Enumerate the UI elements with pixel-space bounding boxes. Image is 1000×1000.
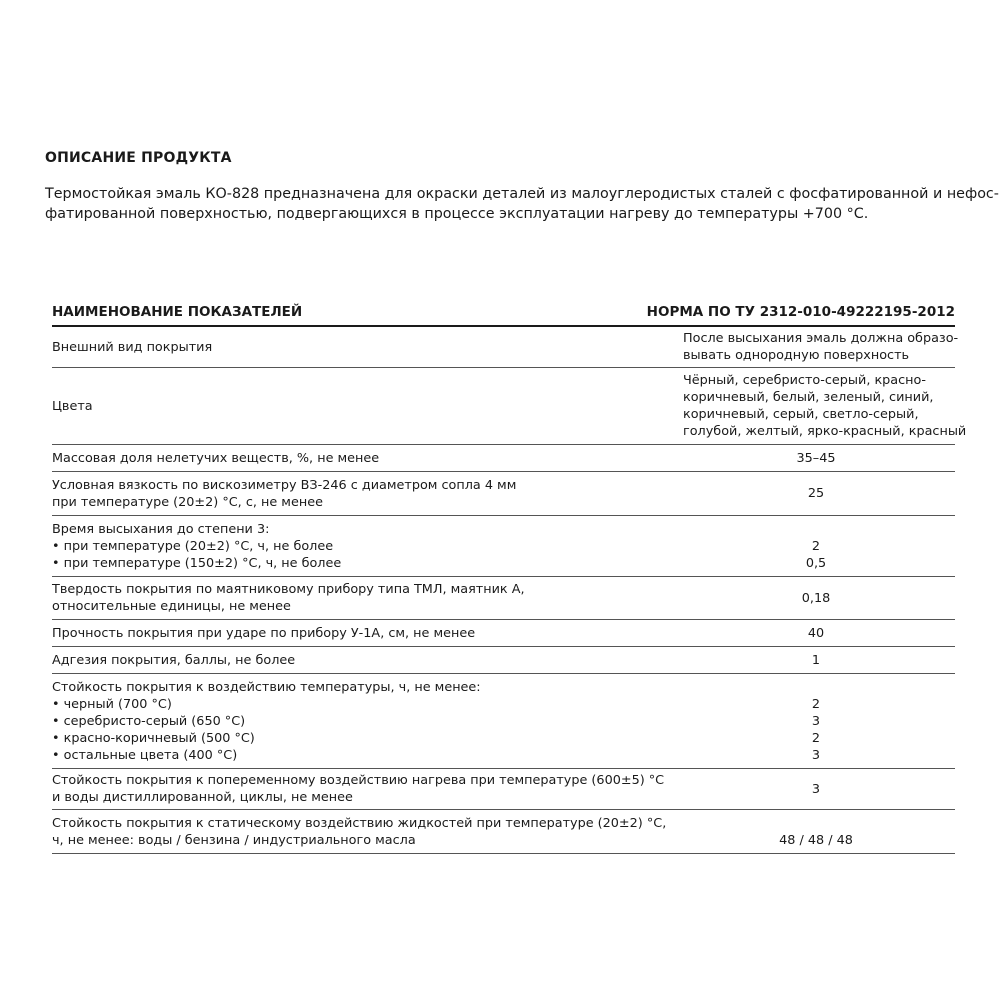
norm-line: 2	[811, 539, 821, 554]
norm-value	[677, 472, 955, 515]
indicator-line: ч, не менее: воды / бензина / индустриального масла	[52, 832, 416, 848]
norm-value	[677, 368, 967, 444]
indicator-line: • черный (700 °С)	[52, 696, 172, 712]
table-row	[52, 769, 955, 810]
header-indicator-name: НАИМЕНОВАНИЕ ПОКАЗАТЕЛЕЙ	[52, 304, 303, 320]
indicator-line: Адгезия покрытия, баллы, не более	[52, 652, 296, 668]
table-row	[52, 327, 959, 368]
table-row	[52, 647, 955, 674]
norm-line: 25	[807, 486, 825, 501]
indicator-line: Условная вязкость по вискозиметру ВЗ-246 с диаметром сопла 4 мм	[52, 477, 517, 493]
norm-line: 40	[807, 625, 825, 641]
indicator-line: при температуре (20±2) °С, с, не менее	[52, 494, 323, 510]
norm-value	[677, 674, 955, 768]
norm-value	[677, 769, 955, 809]
indicator-line: • при температуре (150±2) °С, ч, не более	[52, 555, 342, 571]
table-row	[52, 368, 967, 445]
indicator-name	[52, 445, 677, 471]
norm-line: Чёрный, серебристо-серый, красно-	[683, 373, 926, 388]
product-description	[45, 184, 999, 224]
indicator-line: Стойкость покрытия к статическому воздействию жидкостей при температуре (20±2) °С,	[52, 815, 667, 831]
indicator-name	[52, 620, 677, 646]
indicator-line: • остальные цвета (400 °С)	[52, 747, 238, 763]
description-line: Термостойкая эмаль КО-828 предназначена для окраски деталей из малоуглеродистых сталей с фосфатированной и нефос-	[45, 186, 999, 202]
norm-line: 0,18	[801, 590, 831, 606]
norm-line: 3	[811, 748, 821, 763]
description-line: фатированной поверхностью, подвергающихся в процессе эксплуатации нагреву до температуры +700 °С.	[45, 206, 869, 222]
norm-value	[677, 577, 955, 619]
norm-line: 3	[811, 714, 821, 729]
table-header	[52, 299, 955, 327]
norm-line: вывать однородную поверхность	[683, 348, 910, 363]
indicator-line: Время высыхания до степени 3:	[52, 521, 270, 537]
norm-line: коричневый, серый, светло-серый,	[683, 407, 919, 422]
norm-line: 3	[811, 781, 821, 797]
indicator-line: Прочность покрытия при ударе по прибору У-1А, см, не менее	[52, 625, 476, 641]
indicator-line: Стойкость покрытия к воздействию температуры, ч, не менее:	[52, 679, 481, 695]
norm-line: 1	[811, 652, 821, 668]
norm-value	[677, 647, 955, 673]
indicator-line: относительные единицы, не менее	[52, 599, 291, 614]
table-row	[52, 445, 955, 472]
table-row	[52, 674, 955, 769]
table-row	[52, 577, 955, 620]
norm-line: голубой, желтый, ярко-красный, красный	[683, 424, 967, 439]
table-row	[52, 810, 955, 854]
norm-value	[677, 445, 955, 471]
indicator-name	[52, 577, 677, 619]
specs-table	[52, 299, 967, 854]
indicator-line: Цвета	[52, 398, 93, 414]
norm-value	[677, 516, 955, 576]
table-row	[52, 472, 955, 516]
norm-line: 2	[811, 697, 821, 712]
indicator-name	[52, 472, 677, 515]
indicator-name	[52, 368, 677, 444]
indicator-name	[52, 674, 677, 768]
table-row	[52, 620, 955, 647]
indicator-name	[52, 769, 677, 809]
indicator-name	[52, 516, 677, 576]
indicator-name	[52, 647, 677, 673]
norm-value	[677, 810, 955, 853]
indicator-line: Массовая доля нелетучих веществ, %, не менее	[52, 450, 380, 466]
indicator-name	[52, 327, 677, 367]
norm-line: После высыхания эмаль должна образо-	[683, 331, 959, 346]
norm-line: 0,5	[805, 556, 827, 571]
norm-line: 48 / 48 / 48	[779, 833, 853, 848]
indicator-line: • серебристо-серый (650 °С)	[52, 713, 246, 729]
indicator-line: и воды дистиллированной, циклы, не менее	[52, 790, 353, 805]
norm-value	[677, 327, 959, 367]
norm-line: 35–45	[796, 450, 836, 466]
indicator-line: Стойкость покрытия к попеременному воздействию нагрева при температуре (600±5) °С	[52, 773, 665, 788]
indicator-line: • красно-коричневый (500 °С)	[52, 730, 255, 746]
norm-line: 2	[811, 731, 821, 746]
norm-line: коричневый, белый, зеленый, синий,	[683, 390, 934, 405]
indicator-line: Внешний вид покрытия	[52, 339, 213, 355]
table-row	[52, 516, 955, 577]
norm-value	[677, 620, 955, 646]
header-norm: НОРМА ПО ТУ 2312-010-49222195-2012	[646, 304, 955, 320]
indicator-line: • при температуре (20±2) °С, ч, не более	[52, 538, 334, 554]
section-title: ОПИСАНИЕ ПРОДУКТА	[45, 150, 232, 166]
indicator-line: Твердость покрытия по маятниковому прибору типа ТМЛ, маятник А,	[52, 582, 525, 597]
indicator-name	[52, 810, 677, 853]
